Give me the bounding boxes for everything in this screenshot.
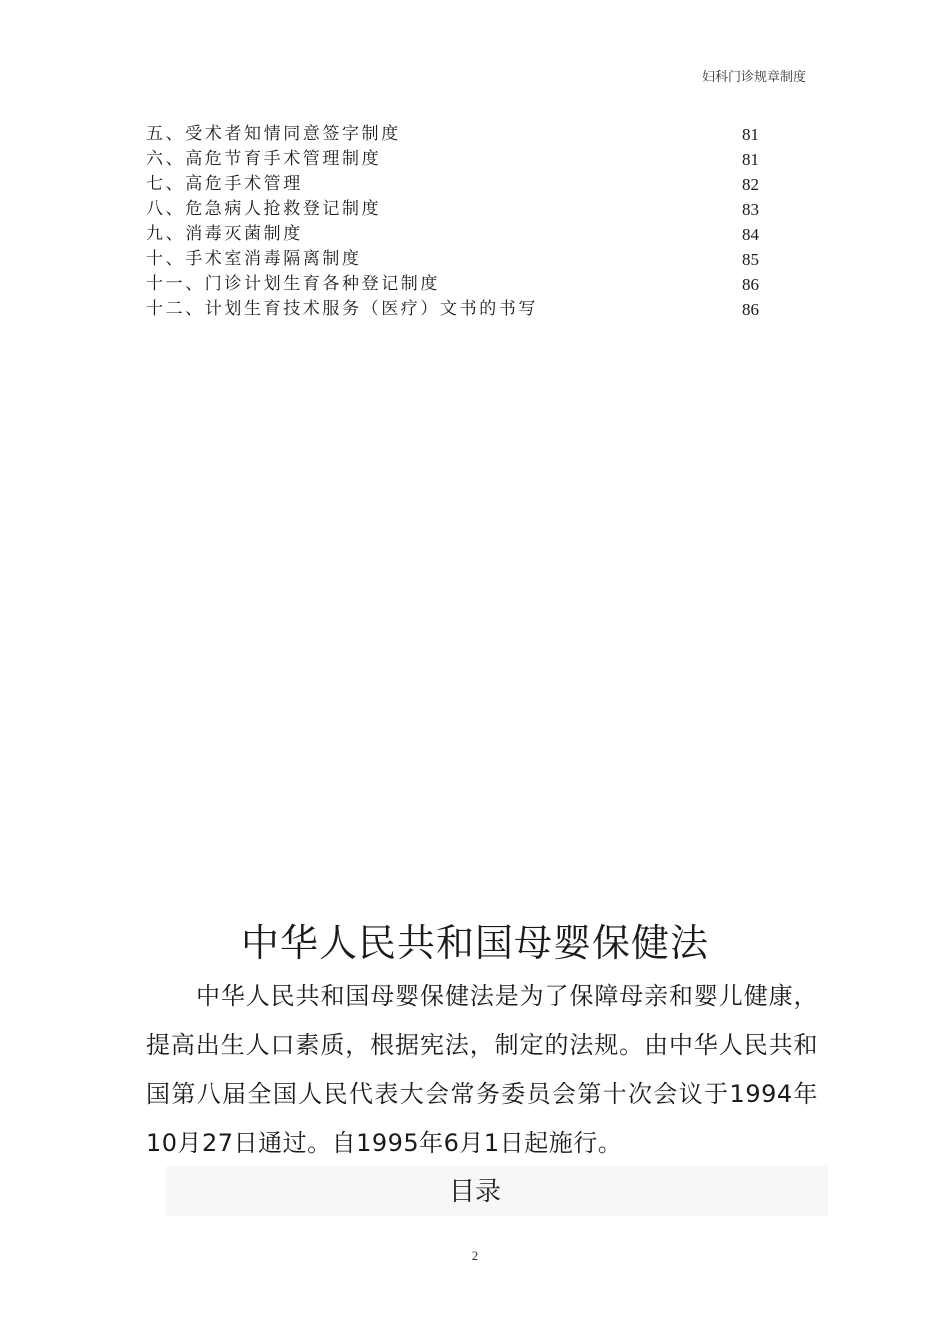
toc-item-page: 85 [742, 250, 759, 269]
toc-item-page: 84 [742, 225, 759, 244]
running-header: 妇科门诊规章制度 [701, 70, 806, 85]
toc-item [146, 147, 770, 172]
toc-item-page: 86 [742, 300, 759, 319]
toc-item-title: 十一、门诊计划生育各种登记制度 [146, 274, 440, 294]
toc-item-title: 五、受术者知情同意签字制度 [146, 124, 401, 144]
toc-item-page: 83 [742, 200, 759, 219]
toc-item [146, 297, 770, 322]
toc-item [146, 197, 770, 222]
toc-item-page: 86 [742, 275, 759, 294]
table-of-contents [146, 122, 770, 322]
toc-item-title: 八、危急病人抢救登记制度 [146, 199, 382, 219]
toc-item [146, 172, 770, 197]
toc-item-title: 七、高危手术管理 [146, 174, 303, 194]
toc-item [146, 272, 770, 297]
page-number: 2 [471, 1248, 479, 1263]
toc-item-page: 81 [742, 150, 759, 169]
toc-item-title: 六、高危节育手术管理制度 [146, 149, 382, 169]
toc-item-title: 九、消毒灭菌制度 [146, 224, 303, 244]
toc-item [146, 222, 770, 247]
toc-item-page: 81 [742, 125, 759, 144]
toc-item-title: 十二、计划生育技术服务（医疗）文书的书写 [146, 299, 538, 319]
toc-item-page: 82 [742, 175, 759, 194]
intro-paragraph: 中华人民共和国母婴保健法是为了保障母亲和婴儿健康，提高出生人口素质，根据宪法，制定的法规。由中华人民共和国第八届全国人民代表大会常务委员会第十次会议于1994年10月27日通过。自1995年6月1日起施行。 [146, 982, 818, 1157]
toc-heading: 目录 [448, 1177, 501, 1207]
section-title: 中华人民共和国母婴保健法 [240, 921, 709, 965]
toc-item [146, 122, 770, 147]
toc-item-title: 十、手术室消毒隔离制度 [146, 249, 362, 269]
toc-item [146, 247, 770, 272]
